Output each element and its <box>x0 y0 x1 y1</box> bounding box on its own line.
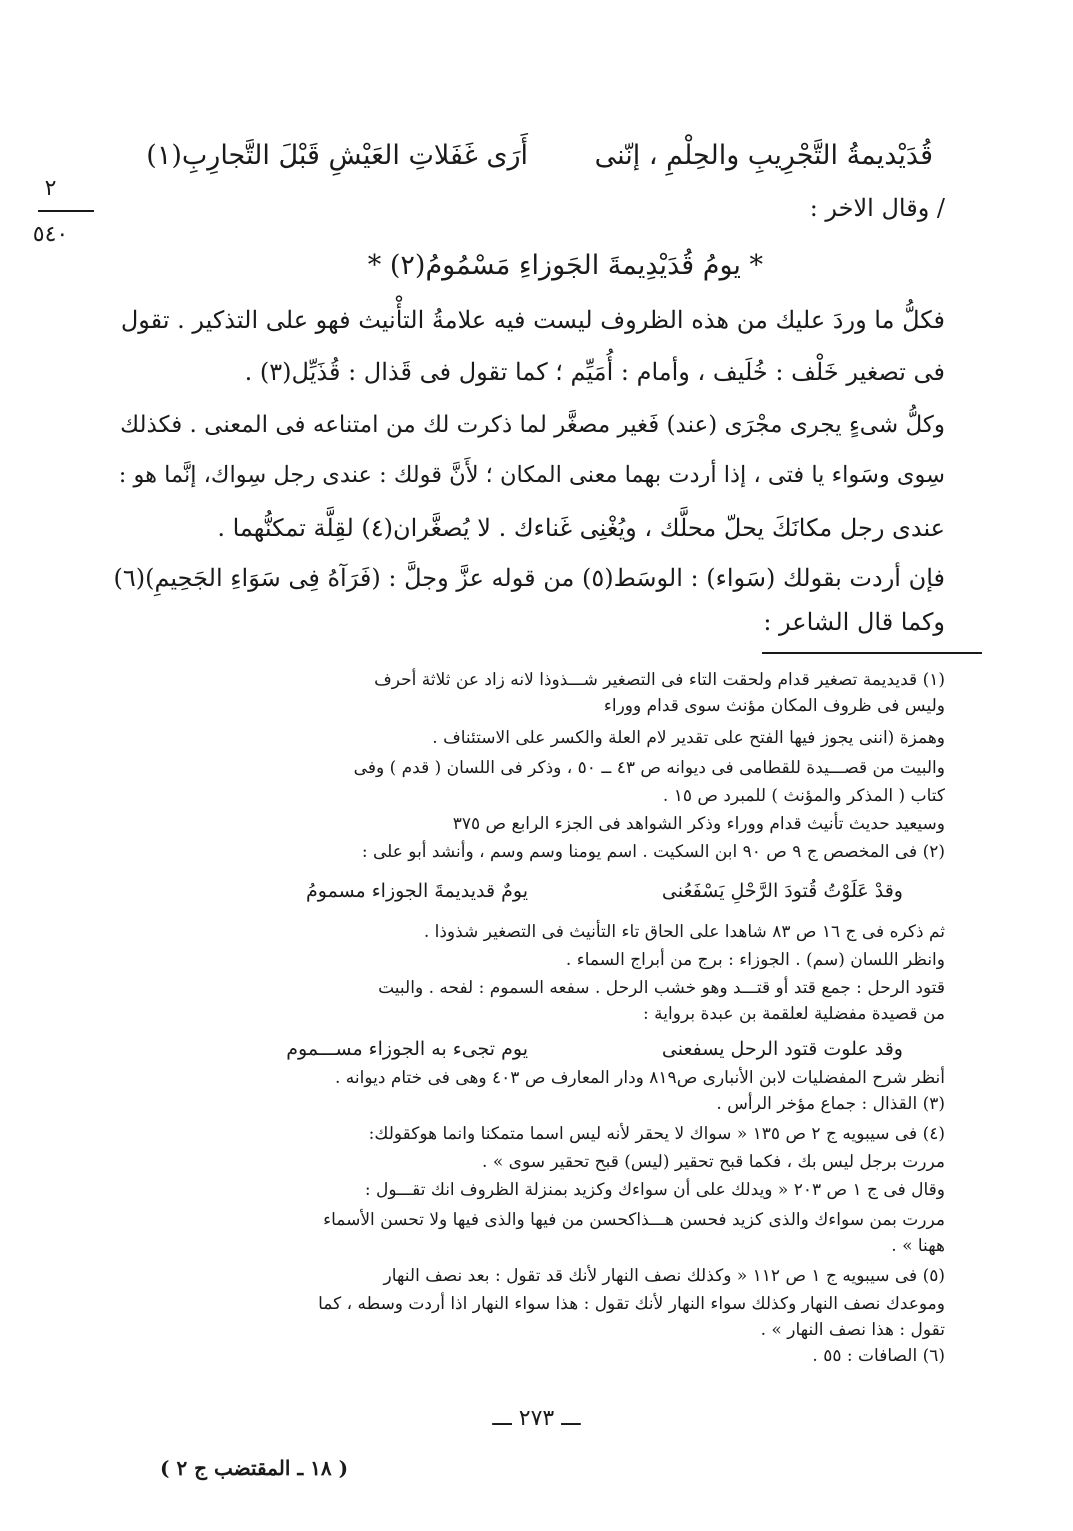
main-line: سِوى وسَواء يا فتى ، إذا أردت بهما معنى المكان ؛ لأَنَّ قولك : عندى رجل سِواك، إنَّما هو : <box>118 462 945 488</box>
footnote-line: وسيعيد حديث تأنيث قدام ووراء وذكر الشواهد فى الجزء الرابع ص ٣٧٥ <box>452 814 945 834</box>
footnote-line: (٥) فى سيبويه ج ١ ص ١١٢ « وكذلك نصف النهار لأنك قد تقول : بعد نصف النهار <box>383 1266 945 1286</box>
main-line: فى تصغير خَلْف : خُلَيف ، وأمام : أُمَيِّم ؛ كما تقول فى قَذال : قُذَيِّل(٣) . <box>244 358 945 386</box>
footnote-line: أنظر شرح المفضليات لابن الأنبارى ص٨١٩ ودار المعارف ص ٤٠٣ وهى فى ختام ديوانه . <box>334 1068 945 1088</box>
footnote-line: (١) قديديمة تصغير قدام ولحقت التاء فى التصغير شـــذوذا لانه زاد عن ثلاثة أحرف <box>374 670 945 690</box>
footnote-line: (٦) الصافات : ٥٥ . <box>812 1346 945 1366</box>
signature-mark: ( ١٨ ـ المقتضب ج ٢ ) <box>160 1456 349 1480</box>
footnote-line: وهمزة (اننى يجوز فيها الفتح على تقدير لام العلة والكسر على الاستئناف . <box>432 728 945 748</box>
margin-ref-top: ٢ <box>44 176 57 201</box>
main-line: وكما قال الشاعر : <box>763 608 945 636</box>
footnote-line: وقال فى ج ١ ص ٢٠٣ « ويدلك على أن سواءك وكزيد بمنزلة الظروف انك تقـــول : <box>364 1180 945 1200</box>
footnote-line: مررت برجل ليس بك ، فكما قبح تحقير (ليس) قبح تحقير سوى » . <box>482 1152 945 1172</box>
margin-divider <box>38 210 94 212</box>
footnote-line: وموعدك نصف النهار وكذلك سواء النهار لأنك تقول : هذا سواء النهار اذا أردت وسطه ، كما <box>318 1294 945 1314</box>
footnote-line: (٣) القذال : جماع مؤخر الرأس . <box>716 1094 945 1114</box>
footnote-line: من قصيدة مفضلية لعلقمة بن عبدة برواية : <box>643 1004 945 1024</box>
verse2-intro: / وقال الاخر : <box>809 194 945 222</box>
main-line: عندى رجل مكانَكَ يحلّ محلَّك ، ويُغْنِى غَناءك . لا يُصغَّران(٤) لقِلَّة تمكنُّهما . <box>217 514 945 542</box>
main-line: فكلُّ ما وردَ عليك من هذه الظروف ليست فيه علامةُ التأْنيث فهو على التذكير . تقول <box>120 306 945 334</box>
main-line: فإن أردت بقولك (سَواء) : الوسَط(٥) من قوله عزَّ وجلَّ : (فَرَآهُ فِى سَوَاءِ الجَحِيمِ)(٦) <box>113 564 945 592</box>
footnote-line: مررت بمن سواءك والذى كزيد فحسن هـــذاكحسن من فيها والذى فيها ولا تحسن الأسماء <box>323 1210 945 1230</box>
footnote-verse2-right: وقد علوت قتود الرحل يسفعنى <box>661 1038 903 1060</box>
footnote-separator <box>762 652 982 654</box>
footnote-line: ثم ذكره فى ج ١٦ ص ٨٣ شاهدا على الحاق تاء التأنيث فى التصغير شذوذا . <box>423 922 945 942</box>
footnote-line: (٤) فى سيبويه ج ٢ ص ١٣٥ « سواك لا يحقر لأنه ليس اسما متمكنا وانما هوكقولك: <box>368 1124 945 1144</box>
verse2: * يومُ قُدَيْدِيمةَ الجَوزاءِ مَسْمُومُ(٢) * <box>367 250 763 281</box>
footnote-line: والبيت من قصـــيدة للقطامى فى ديوانه ص ٤٣ ــ ٥٠ ، وذكر فى اللسان ( قدم ) وفى <box>353 758 945 778</box>
verse1-left-hemistich: أَرَى غَفَلاتِ العَيْشِ قَبْلَ التَّجارِبِ(١) <box>146 140 528 171</box>
footnote-verse2-left: يوم تجىء به الجوزاء مســـموم <box>286 1038 528 1060</box>
main-line: وكلُّ شىءٍ يجرى مجْرَى (عند) فَغير مصغَّر لما ذكرت لك من امتناعه فى المعنى . فكذلك <box>120 412 945 438</box>
footnote-line: وانظر اللسان (سم) . الجوزاء : برج من أبراج السماء . <box>565 950 945 970</box>
margin-ref-bottom: ٥٤٠ <box>32 222 69 247</box>
footnote-line: وليس فى ظروف المكان مؤنث سوى قدام ووراء <box>603 696 945 716</box>
footnote-line: تقول : هذا نصف النهار » . <box>760 1320 945 1340</box>
footnote-line: قتود الرحل : جمع قتد أو قتـــد وهو خشب الرحل . سفعه السموم : لفحه . والبيت <box>378 978 945 998</box>
footnote-verse1-left: يومٌ قديديمةَ الجوزاء مسمومُ <box>306 880 528 902</box>
footnote-line: ههنا » . <box>891 1236 945 1256</box>
footnote-line: كتاب ( المذكر والمؤنث ) للمبرد ص ١٥ . <box>662 786 945 806</box>
footnote-verse1-right: وقدْ عَلَوْتُ قُتودَ الرَّحْلِ يَسْفَعُنى <box>661 880 903 902</box>
verse1-right-hemistich: قُدَيْديمةُ التَّجْرِيبِ والحِلْمِ ، إنّنى <box>594 140 933 171</box>
footnote-line: (٢) فى المخصص ج ٩ ص ٩٠ ابن السكيت . اسم يومنا وسم وسم ، وأنشد أبو على : <box>361 842 945 862</box>
page-number: ـــ ٢٧٣ ـــ <box>492 1406 581 1431</box>
